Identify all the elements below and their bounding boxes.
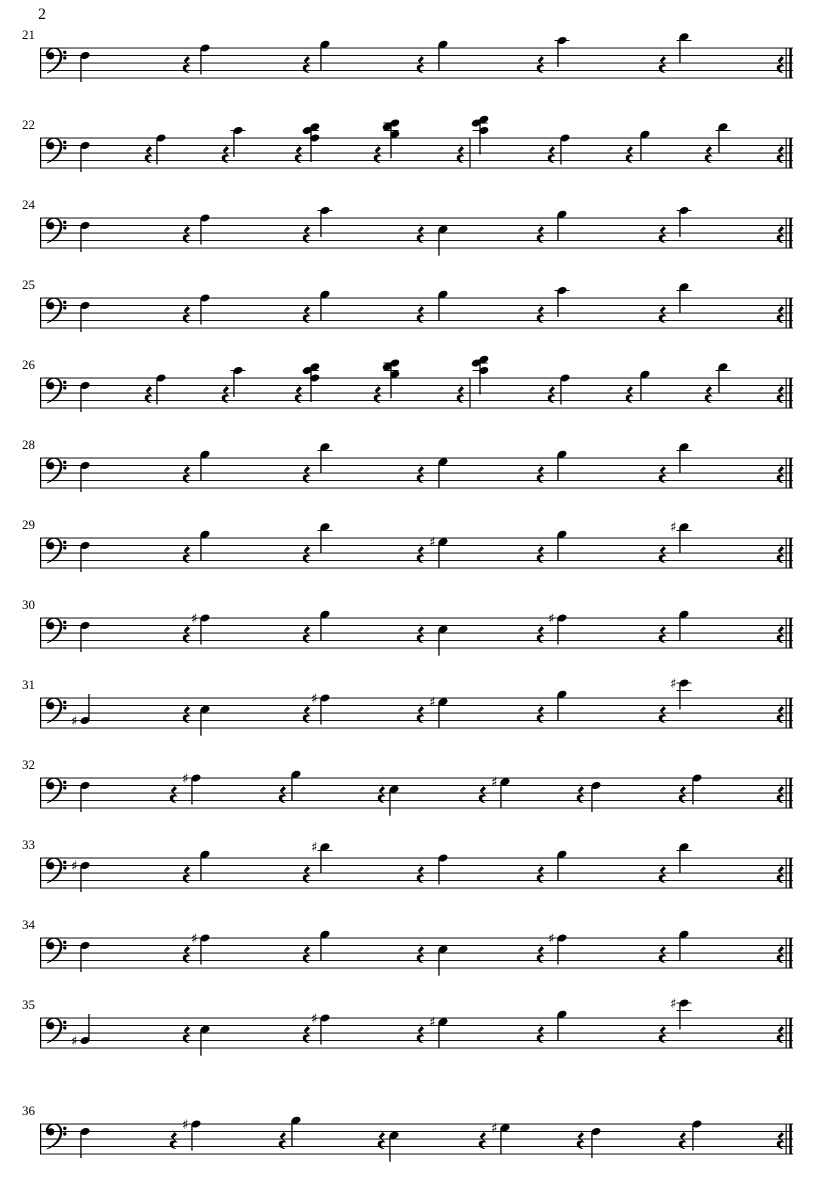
note-stem — [200, 855, 201, 881]
chord-stem — [390, 123, 391, 158]
start-barline — [40, 378, 41, 408]
note-stem — [200, 619, 201, 645]
staff-line — [40, 648, 793, 649]
sharp-sign-icon: ♯ — [182, 1116, 189, 1133]
start-barline — [40, 1018, 41, 1048]
bass-clef-icon — [46, 218, 67, 244]
start-barline — [40, 298, 41, 328]
staff-svg-32 — [0, 736, 835, 820]
start-barline — [40, 538, 41, 568]
note-stem — [80, 626, 81, 652]
note-stem — [80, 1132, 81, 1158]
sharp-sign-icon: ♯ — [191, 930, 198, 947]
measure-number: 31 — [22, 677, 35, 692]
staff-system-25 — [0, 256, 835, 340]
final-barline-thick — [789, 298, 791, 328]
staff-svg-36 — [0, 1082, 835, 1166]
staff-line — [40, 728, 793, 729]
note-stem — [320, 527, 321, 553]
page-number: 2 — [38, 6, 46, 23]
final-barline-thin — [786, 298, 787, 328]
note-stem — [560, 379, 561, 405]
sharp-sign-icon: ♯ — [71, 1033, 78, 1050]
note-stem — [291, 775, 292, 801]
staff-line — [40, 168, 793, 169]
staff-line — [40, 385, 793, 386]
final-barline-thin — [786, 48, 787, 78]
chord-stem — [310, 127, 311, 162]
note-stem — [500, 1128, 501, 1154]
measure-number: 32 — [22, 757, 35, 772]
note-stem — [200, 1030, 201, 1056]
note-stem — [80, 146, 81, 172]
sharp-sign-icon: ♯ — [491, 774, 498, 791]
note-stem — [320, 847, 321, 873]
note-stem — [156, 139, 157, 165]
note-stem — [191, 1125, 192, 1151]
note-stem — [200, 49, 201, 75]
staff-line — [40, 480, 793, 481]
note-stem — [557, 41, 558, 67]
note-stem — [679, 287, 680, 313]
staff-system-34 — [0, 896, 835, 980]
final-barline-thin — [786, 458, 787, 488]
start-barline — [40, 778, 41, 808]
staff-system-36 — [0, 1082, 835, 1166]
final-barline-thin — [786, 1124, 787, 1154]
staff-line — [40, 793, 793, 794]
note-stem — [233, 131, 234, 157]
start-barline — [40, 938, 41, 968]
note-stem — [80, 786, 81, 812]
measure-number: 24 — [22, 197, 35, 212]
staff-system-22 — [0, 96, 835, 180]
staff-line — [40, 785, 793, 786]
start-barline — [40, 138, 41, 168]
staff-line — [40, 70, 793, 71]
final-barline-thin — [786, 378, 787, 408]
chord-stem — [390, 363, 391, 398]
note-stem — [200, 535, 201, 561]
staff-line — [40, 560, 793, 561]
staff-line — [40, 393, 793, 394]
note-stem — [320, 699, 321, 725]
staff-svg-33 — [0, 816, 835, 900]
staff-line — [40, 720, 793, 721]
staff-svg-31 — [0, 656, 835, 740]
note-stem — [320, 1019, 321, 1045]
note-stem — [640, 135, 641, 161]
sharp-sign-icon: ♯ — [429, 1014, 436, 1031]
staff-line — [40, 145, 793, 146]
staff-line — [40, 880, 793, 881]
sharp-sign-icon: ♯ — [71, 858, 78, 875]
sharp-sign-icon: ♯ — [311, 690, 318, 707]
note-stem — [557, 619, 558, 645]
staff-line — [40, 888, 793, 889]
bass-clef-icon — [46, 1018, 67, 1044]
start-barline — [40, 48, 41, 78]
final-barline-thick — [789, 218, 791, 248]
staff-svg-24 — [0, 176, 835, 260]
final-barline-thin — [786, 618, 787, 648]
chord-stem — [479, 119, 480, 154]
sharp-sign-icon: ♯ — [670, 995, 677, 1012]
sharp-sign-icon: ♯ — [548, 930, 555, 947]
start-barline — [40, 1124, 41, 1154]
note-stem — [679, 615, 680, 641]
note-stem — [557, 695, 558, 721]
sharp-sign-icon: ♯ — [71, 713, 78, 730]
sharp-sign-icon: ♯ — [182, 770, 189, 787]
final-barline-thin — [786, 698, 787, 728]
note-stem — [438, 295, 439, 321]
note-stem — [679, 447, 680, 473]
note-stem — [80, 386, 81, 412]
final-barline-thin — [786, 1018, 787, 1048]
note-stem — [591, 786, 592, 812]
start-barline — [40, 458, 41, 488]
bass-clef-icon — [46, 48, 67, 74]
measure-number: 26 — [22, 357, 35, 372]
staff-line — [40, 1124, 793, 1125]
note-stem — [679, 935, 680, 961]
ledger-line — [677, 1010, 692, 1011]
final-barline-thick — [789, 778, 791, 808]
staff-line — [40, 320, 793, 321]
final-barline-thick — [789, 938, 791, 968]
final-barline-thin — [786, 218, 787, 248]
note-stem — [320, 211, 321, 237]
sharp-sign-icon: ♯ — [191, 610, 198, 627]
final-barline-thin — [786, 138, 787, 168]
staff-line — [40, 1131, 793, 1132]
staff-line — [40, 240, 793, 241]
note-stem — [640, 375, 641, 401]
note-stem — [389, 790, 390, 816]
staff-svg-34 — [0, 896, 835, 980]
final-barline-thick — [789, 1124, 791, 1154]
staff-system-21 — [0, 6, 835, 90]
note-stem — [156, 379, 157, 405]
note-stem — [438, 462, 439, 488]
staff-system-30 — [0, 576, 835, 660]
ledger-line — [677, 690, 692, 691]
staff-line — [40, 160, 793, 161]
note-stem — [200, 939, 201, 965]
staff-system-32 — [0, 736, 835, 820]
staff-line — [40, 153, 793, 154]
note-stem — [692, 1125, 693, 1151]
note-stem — [291, 1121, 292, 1147]
note-stem — [557, 455, 558, 481]
note-stem — [679, 527, 680, 553]
bass-clef-icon — [46, 138, 67, 164]
final-barline-thick — [789, 618, 791, 648]
barline — [469, 138, 470, 168]
staff-system-28 — [0, 416, 835, 500]
bass-clef-icon — [46, 538, 67, 564]
note-stem — [320, 447, 321, 473]
bass-clef-icon — [46, 1124, 67, 1150]
staff-line — [40, 1139, 793, 1140]
sharp-sign-icon: ♯ — [670, 519, 677, 536]
final-barline-thin — [786, 778, 787, 808]
staff-svg-21 — [0, 6, 835, 90]
note-stem — [389, 1136, 390, 1162]
final-barline-thick — [789, 698, 791, 728]
note-stem — [679, 211, 680, 237]
note-stem — [557, 215, 558, 241]
note-stem — [500, 782, 501, 808]
staff-line — [40, 1048, 793, 1049]
note-stem — [438, 230, 439, 256]
staff-line — [40, 808, 793, 809]
staff-line — [40, 328, 793, 329]
chord-stem — [479, 359, 480, 394]
note-stem — [200, 455, 201, 481]
sharp-sign-icon: ♯ — [311, 1010, 318, 1027]
note-stem — [438, 702, 439, 728]
final-barline-thick — [789, 458, 791, 488]
measure-number: 35 — [22, 997, 35, 1012]
bass-clef-icon — [46, 938, 67, 964]
note-stem — [200, 219, 201, 245]
staff-line — [40, 78, 793, 79]
bass-clef-icon — [46, 778, 67, 804]
bass-clef-icon — [46, 458, 67, 484]
bass-clef-icon — [46, 618, 67, 644]
note-stem — [320, 295, 321, 321]
staff-line — [40, 1040, 793, 1041]
note-stem — [679, 847, 680, 873]
staff-svg-22 — [0, 96, 835, 180]
note-stem — [191, 779, 192, 805]
note-stem — [320, 45, 321, 71]
note-stem — [557, 1015, 558, 1041]
start-barline — [40, 858, 41, 888]
staff-svg-25 — [0, 256, 835, 340]
staff-line — [40, 400, 793, 401]
start-barline — [40, 218, 41, 248]
final-barline-thick — [789, 858, 791, 888]
sharp-sign-icon: ♯ — [670, 675, 677, 692]
staff-line — [40, 713, 793, 714]
sharp-sign-icon: ♯ — [491, 1120, 498, 1137]
staff-system-26 — [0, 336, 835, 420]
sharp-sign-icon: ♯ — [429, 694, 436, 711]
note-stem — [557, 535, 558, 561]
bass-clef-icon — [46, 298, 67, 324]
final-barline-thick — [789, 138, 791, 168]
staff-system-35 — [0, 976, 835, 1060]
staff-system-29 — [0, 496, 835, 580]
staff-line — [40, 138, 793, 139]
note-stem — [80, 226, 81, 252]
final-barline-thin — [786, 938, 787, 968]
barline — [469, 378, 470, 408]
staff-line — [40, 408, 793, 409]
measure-number: 29 — [22, 517, 35, 532]
final-barline-thick — [789, 378, 791, 408]
staff-line — [40, 968, 793, 969]
staff-svg-30 — [0, 576, 835, 660]
start-barline — [40, 698, 41, 728]
note-stem — [692, 779, 693, 805]
bass-clef-icon — [46, 378, 67, 404]
note-stem — [320, 935, 321, 961]
note-stem — [679, 684, 680, 710]
staff-system-33 — [0, 816, 835, 900]
staff-line — [40, 1154, 793, 1155]
measure-number: 36 — [22, 1103, 35, 1118]
note-stem — [80, 946, 81, 972]
note-stem — [88, 1014, 89, 1040]
note-stem — [718, 367, 719, 393]
note-stem — [557, 855, 558, 881]
note-stem — [438, 630, 439, 656]
note-stem — [200, 299, 201, 325]
note-stem — [438, 950, 439, 976]
bass-clef-icon — [46, 698, 67, 724]
staff-svg-26 — [0, 336, 835, 420]
staff-line — [40, 568, 793, 569]
note-stem — [320, 615, 321, 641]
staff-system-24 — [0, 176, 835, 260]
staff-svg-28 — [0, 416, 835, 500]
staff-line — [40, 1033, 793, 1034]
note-stem — [80, 466, 81, 492]
note-stem — [438, 542, 439, 568]
sharp-sign-icon: ♯ — [311, 839, 318, 856]
note-stem — [80, 56, 81, 82]
note-stem — [438, 859, 439, 885]
note-stem — [200, 710, 201, 736]
note-stem — [557, 291, 558, 317]
note-stem — [679, 1004, 680, 1030]
final-barline-thin — [786, 858, 787, 888]
note-stem — [679, 37, 680, 63]
note-stem — [233, 371, 234, 397]
start-barline — [40, 618, 41, 648]
note-stem — [560, 139, 561, 165]
note-stem — [80, 866, 81, 892]
measure-number: 22 — [22, 117, 35, 132]
measure-number: 21 — [22, 27, 35, 42]
note-stem — [88, 694, 89, 720]
note-stem — [438, 1022, 439, 1048]
note-stem — [438, 45, 439, 71]
measure-number: 28 — [22, 437, 35, 452]
final-barline-thick — [789, 48, 791, 78]
staff-line — [40, 778, 793, 779]
bass-clef-icon — [46, 858, 67, 884]
note-stem — [557, 939, 558, 965]
measure-number: 34 — [22, 917, 35, 932]
note-stem — [591, 1132, 592, 1158]
final-barline-thick — [789, 1018, 791, 1048]
staff-system-31 — [0, 656, 835, 740]
measure-number: 33 — [22, 837, 35, 852]
sharp-sign-icon: ♯ — [548, 610, 555, 627]
note-stem — [80, 306, 81, 332]
measure-number: 25 — [22, 277, 35, 292]
final-barline-thin — [786, 538, 787, 568]
staff-line — [40, 378, 793, 379]
final-barline-thick — [789, 538, 791, 568]
measure-number: 30 — [22, 597, 35, 612]
staff-line — [40, 248, 793, 249]
note-stem — [718, 127, 719, 153]
staff-svg-35 — [0, 976, 835, 1060]
note-stem — [80, 546, 81, 572]
staff-svg-29 — [0, 496, 835, 580]
staff-line — [40, 488, 793, 489]
chord-stem — [310, 367, 311, 402]
sharp-sign-icon: ♯ — [429, 534, 436, 551]
